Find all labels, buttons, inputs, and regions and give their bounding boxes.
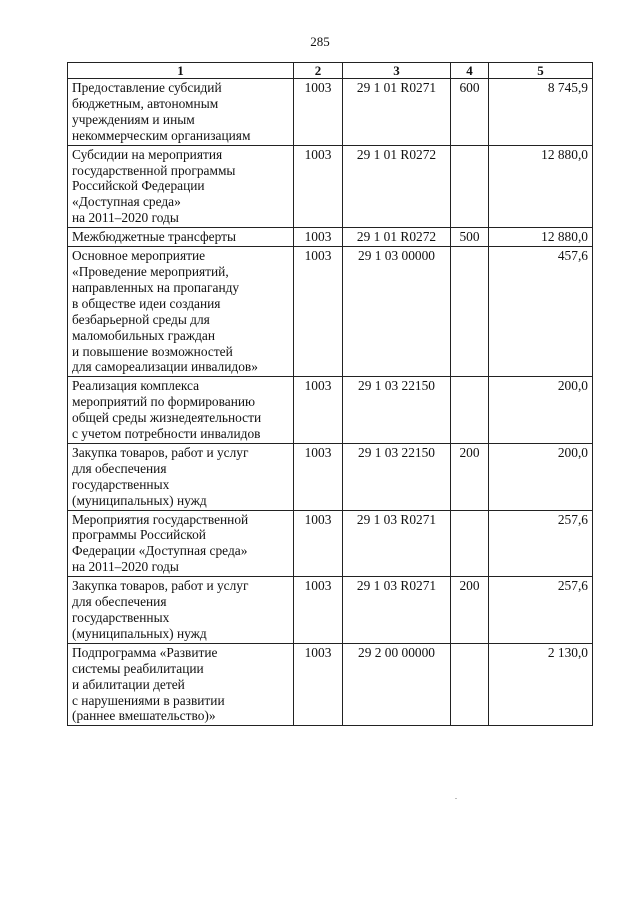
table-row [68,510,593,577]
amount-cell: 200,0 [489,443,593,510]
item-name-line: государственной программы [72,162,236,178]
amount-cell: 200,0 [489,377,593,444]
table-row [68,79,593,146]
item-name-line: и абилитации детей [72,676,185,692]
header-row [68,63,593,79]
section-cell: 1003 [294,145,343,228]
item-name-line: Мероприятия государственной [72,511,249,527]
table-row [68,377,593,444]
item-name-cell [68,145,294,228]
expense-kind-cell [451,510,489,577]
column-header-3: 3 [343,63,451,79]
item-name-line: Российской Федерации [72,178,205,194]
expense-kind-cell: 200 [451,443,489,510]
item-name-cell [68,443,294,510]
item-name-line: (муниципальных) нужд [72,625,207,641]
item-name-line: государственных [72,610,170,625]
item-name-line: (муниципальных) нужд [72,492,207,508]
item-name-line: маломобильных граждан [72,327,216,343]
item-name-line: некоммерческим организациям [72,127,251,143]
item-name-line: программы Российской [72,527,206,543]
item-name-line: Закупка товаров, работ и услуг [72,444,249,460]
item-name-line: на 2011–2020 годы [72,559,179,575]
amount-cell: 12 880,0 [489,228,593,247]
scan-speck [455,798,457,799]
item-name-line: безбарьерной среды для [72,311,210,327]
column-header-5: 5 [489,63,593,79]
item-name-line: Подпрограмма «Развитие [72,644,218,660]
expense-kind-cell [451,643,489,726]
item-name-line: мероприятий по формированию [72,394,256,410]
item-name-line: «Проведение мероприятий, [72,263,229,279]
item-name-line: Реализация комплекса [72,378,200,394]
amount-cell: 8 745,9 [489,79,593,146]
table-row [68,247,593,377]
section-cell: 1003 [294,377,343,444]
amount-cell: 457,6 [489,247,593,377]
item-name-line: в обществе идеи создания [72,295,221,311]
item-name-line: для обеспечения [72,460,167,476]
target-code-cell: 29 1 01 R0272 [343,228,451,247]
table-row [68,228,593,247]
expense-kind-cell [451,247,489,377]
amount-cell: 257,6 [489,510,593,577]
target-code-cell: 29 1 03 R0271 [343,577,451,644]
column-header-1: 1 [68,63,294,79]
target-code-cell: 29 1 03 R0271 [343,510,451,577]
item-name-line: Предоставление субсидий [72,80,222,95]
expense-kind-cell [451,377,489,444]
table-body [68,79,593,726]
table-row [68,443,593,510]
section-cell: 1003 [294,510,343,577]
table-row [68,643,593,726]
item-name-cell [68,510,294,577]
item-name-line: с учетом потребности инвалидов [72,426,261,442]
item-name-cell [68,247,294,377]
item-name-line: бюджетным, автономным [72,95,219,111]
item-name-cell [68,228,294,247]
item-name-cell [68,377,294,444]
target-code-cell: 29 1 03 22150 [343,377,451,444]
item-name-line: и повышение возможностей [72,343,233,359]
table-header [68,63,593,79]
item-name-cell [68,79,294,146]
table-row [68,145,593,228]
target-code-cell: 29 1 01 R0272 [343,145,451,228]
page-number: 285 [310,34,330,49]
item-name-line: Закупка товаров, работ и услуг [72,578,249,594]
item-name-line: на 2011–2020 годы [72,210,179,226]
expense-kind-cell [451,145,489,228]
item-name-cell [68,643,294,726]
table-row [68,577,593,644]
item-name-line: направленных на пропаганду [72,279,240,295]
amount-cell: 12 880,0 [489,145,593,228]
item-name-line: системы реабилитации [72,660,204,676]
item-name-line: Межбюджетные трансферты [72,229,236,245]
item-name-line: общей среды жизнедеятельности [72,410,262,426]
column-header-2: 2 [294,63,343,79]
item-name-line: для самореализации инвалидов» [72,359,258,375]
item-name-line: Субсидии на мероприятия [72,146,223,162]
section-cell: 1003 [294,443,343,510]
section-cell: 1003 [294,79,343,146]
section-cell: 1003 [294,577,343,644]
expense-kind-cell: 600 [451,79,489,146]
item-name-line: Федерации «Доступная среда» [72,543,248,559]
item-name-cell [68,577,294,644]
amount-cell: 2 130,0 [489,643,593,726]
item-name-line: для обеспечения [72,594,167,610]
section-cell: 1003 [294,643,343,726]
target-code-cell: 29 1 03 22150 [343,443,451,510]
target-code-cell: 29 1 01 R0271 [343,79,451,146]
section-cell: 1003 [294,247,343,377]
column-header-4: 4 [451,63,489,79]
item-name-line: государственных [72,476,170,492]
item-name-line: «Доступная среда» [72,194,181,210]
item-name-line: учреждениям и иным [72,111,195,127]
amount-cell: 257,6 [489,577,593,644]
target-code-cell: 29 2 00 00000 [343,643,451,726]
expense-kind-cell: 500 [451,228,489,247]
expense-kind-cell: 200 [451,577,489,644]
budget-table [67,62,593,726]
item-name-line: с нарушениями в развитии [72,692,225,708]
target-code-cell: 29 1 03 00000 [343,247,451,377]
item-name-line: Основное мероприятие [72,248,206,264]
section-cell: 1003 [294,228,343,247]
item-name-line: (раннее вмешательство)» [72,708,216,724]
